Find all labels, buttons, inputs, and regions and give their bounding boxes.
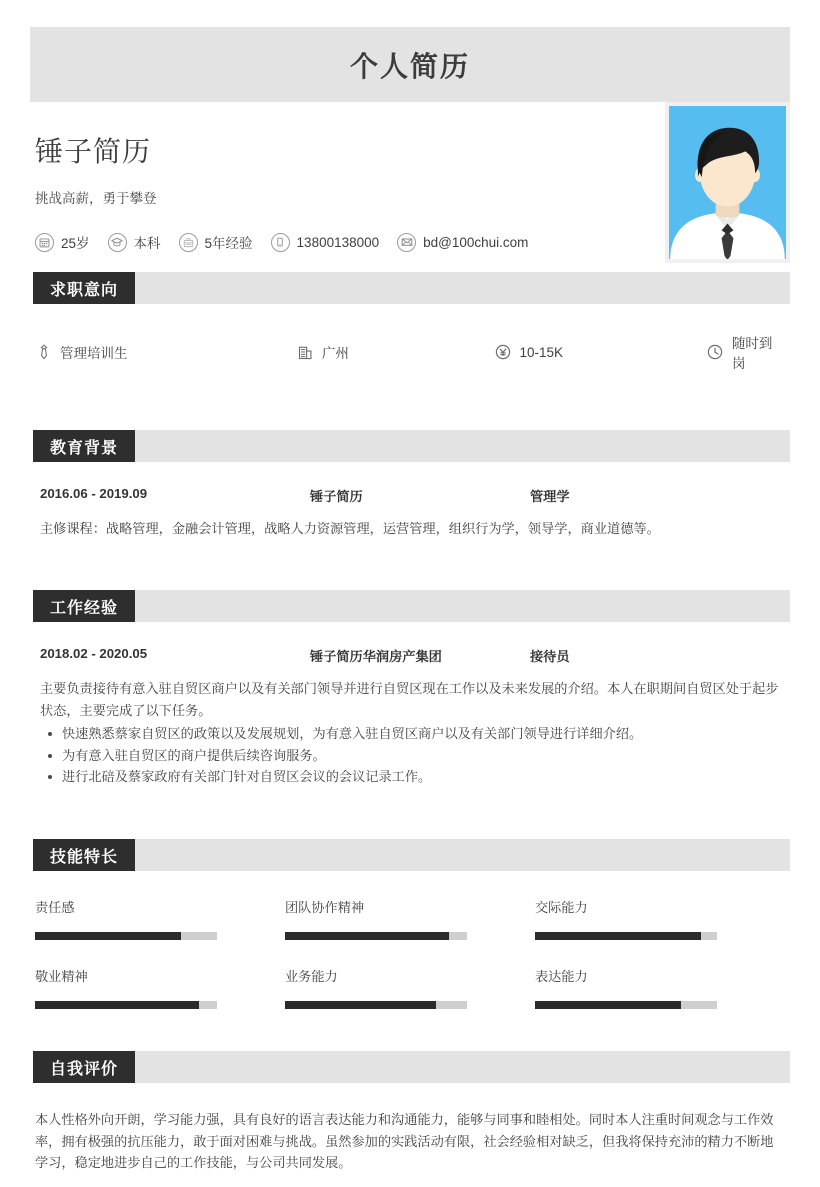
- skill-progress-track: [285, 932, 467, 940]
- meta-value-degree: 本科: [133, 236, 161, 251]
- work-position: 接待员: [530, 649, 570, 665]
- section-label-work: 工作经验: [33, 590, 135, 622]
- section-label-skills: 技能特长: [33, 839, 135, 871]
- section-education: [30, 430, 790, 539]
- tie-icon: [35, 344, 52, 361]
- skill-progress-track: [285, 1001, 467, 1009]
- resume-page: [0, 27, 820, 1187]
- section-evaluation: [30, 1051, 790, 1173]
- intention-item-salary: [494, 332, 706, 372]
- education-school: 锤子简历: [310, 489, 363, 504]
- work-body: [30, 646, 790, 787]
- education-courses-text: 主修课程：战略管理，金融会计管理，战略人力资源管理，运营管理，组织行为学，领导学，商业道德等。: [40, 521, 660, 536]
- skill-progress-track: [535, 932, 717, 940]
- education-entry-head: [35, 486, 785, 505]
- list-item: 快速熟悉蔡家自贸区的政策以及发展规划，为有意入驻自贸区商户以及有关部门领导进行详细介绍。: [40, 723, 780, 744]
- resume-title-banner: [30, 27, 790, 102]
- page-title: 个人简历: [349, 50, 470, 82]
- skill-progress-track: [35, 932, 217, 940]
- salary-icon: [494, 344, 511, 361]
- clock-icon: [707, 344, 724, 361]
- intention-row: [30, 332, 790, 372]
- skill-item: [535, 897, 785, 940]
- work-description-text: 主要负责接待有意入驻自贸区商户以及有关部门领导并进行自贸区现在工作以及未来发展的介绍。本人在职期间自贸区处于起步状态，主要完成了以下任务。: [40, 681, 779, 718]
- intention-value-city: 广州: [321, 346, 349, 361]
- section-header-skills: [33, 839, 790, 871]
- intention-value-position: 管理培训生: [60, 346, 128, 361]
- section-label-intention: 求职意向: [33, 272, 135, 304]
- meta-item-age: [35, 232, 90, 252]
- work-date: 2018.02 - 2020.05: [40, 646, 148, 662]
- meta-item-email: [397, 233, 528, 252]
- skill-progress-fill: [35, 1001, 199, 1009]
- meta-item-experience: [179, 232, 253, 252]
- skill-label: 业务能力: [284, 969, 338, 985]
- work-entry-head: [35, 646, 785, 665]
- meta-item-phone: [271, 233, 380, 252]
- section-header-evaluation: [33, 1051, 790, 1083]
- section-header-work: [33, 590, 790, 622]
- section-work: [30, 590, 790, 787]
- skill-label: 责任感: [35, 900, 75, 916]
- skills-grid: [30, 897, 790, 1035]
- profile-block: [30, 102, 790, 272]
- meta-value-experience: 5年经验: [204, 236, 253, 251]
- graduation-cap-icon: [108, 233, 127, 252]
- education-body: [30, 486, 790, 539]
- section-label-education: 教育背景: [33, 430, 135, 462]
- meta-value-phone: 13800138000: [296, 234, 380, 250]
- evaluation-text: 本人性格外向开朗，学习能力强，具有良好的语言表达能力和沟通能力，能够与同事和睦相处。同时本人注重时间观念与工作效率，拥有极强的抗压能力，敢于面对困难与挑战。虽然参加的实践活动有限，社会经验相对缺乏，但我将保持充沛的精力不断地学习，稳定地进步自己的工作技能，与公司共同发展。: [35, 1112, 774, 1170]
- work-company: 锤子简历华润房产集团: [310, 649, 442, 665]
- education-major: 管理学: [530, 489, 570, 504]
- intention-value-salary: 10-15K: [519, 344, 564, 360]
- work-bullet-list: [40, 723, 780, 787]
- evaluation-body: [30, 1109, 790, 1173]
- skill-progress-fill: [285, 1001, 436, 1009]
- skill-item: [285, 966, 535, 1009]
- skill-progress-fill: [35, 932, 181, 940]
- skill-progress-fill: [535, 932, 701, 940]
- avatar: [669, 106, 786, 259]
- intention-value-availability: 随时到岗: [731, 336, 773, 371]
- skill-label: 表达能力: [534, 969, 588, 985]
- profile-name: 锤子简历: [35, 136, 152, 167]
- intention-item-city: [297, 332, 495, 372]
- education-date: 2016.06 - 2019.09: [40, 486, 148, 501]
- section-label-evaluation: 自我评价: [33, 1051, 135, 1083]
- skill-item: [285, 897, 535, 940]
- skill-progress-fill: [285, 932, 449, 940]
- section-intention: [30, 272, 790, 372]
- skill-label: 团队协作精神: [284, 900, 365, 916]
- briefcase-icon: [179, 233, 198, 252]
- profile-photo-frame: [665, 102, 790, 263]
- skill-item: [535, 966, 785, 1009]
- meta-item-degree: [108, 232, 161, 252]
- skill-progress-track: [535, 1001, 717, 1009]
- education-courses: [35, 518, 785, 539]
- intention-item-position: [35, 332, 297, 372]
- email-icon: [397, 233, 416, 252]
- meta-value-age: 25岁: [61, 236, 90, 251]
- section-header-education: [33, 430, 790, 462]
- skill-label: 交际能力: [534, 900, 588, 916]
- skill-item: [35, 897, 285, 940]
- profile-tagline: 挑战高薪，勇于攀登: [35, 191, 157, 206]
- section-skills: [30, 839, 790, 1035]
- skill-progress-fill: [535, 1001, 681, 1009]
- intention-item-availability: [707, 332, 785, 372]
- work-description: [35, 678, 785, 787]
- skill-item: [35, 966, 285, 1009]
- section-header-intention: [33, 272, 790, 304]
- skill-progress-track: [35, 1001, 217, 1009]
- calendar-icon: [35, 233, 54, 252]
- phone-icon: [271, 233, 290, 252]
- list-item: 为有意入驻自贸区的商户提供后续咨询服务。: [40, 745, 780, 766]
- list-item: 进行北碚及蔡家政府有关部门针对自贸区会议的会议记录工作。: [40, 766, 780, 787]
- meta-value-email: bd@100chui.com: [423, 234, 529, 250]
- skill-label: 敬业精神: [35, 969, 88, 985]
- building-icon: [297, 344, 314, 361]
